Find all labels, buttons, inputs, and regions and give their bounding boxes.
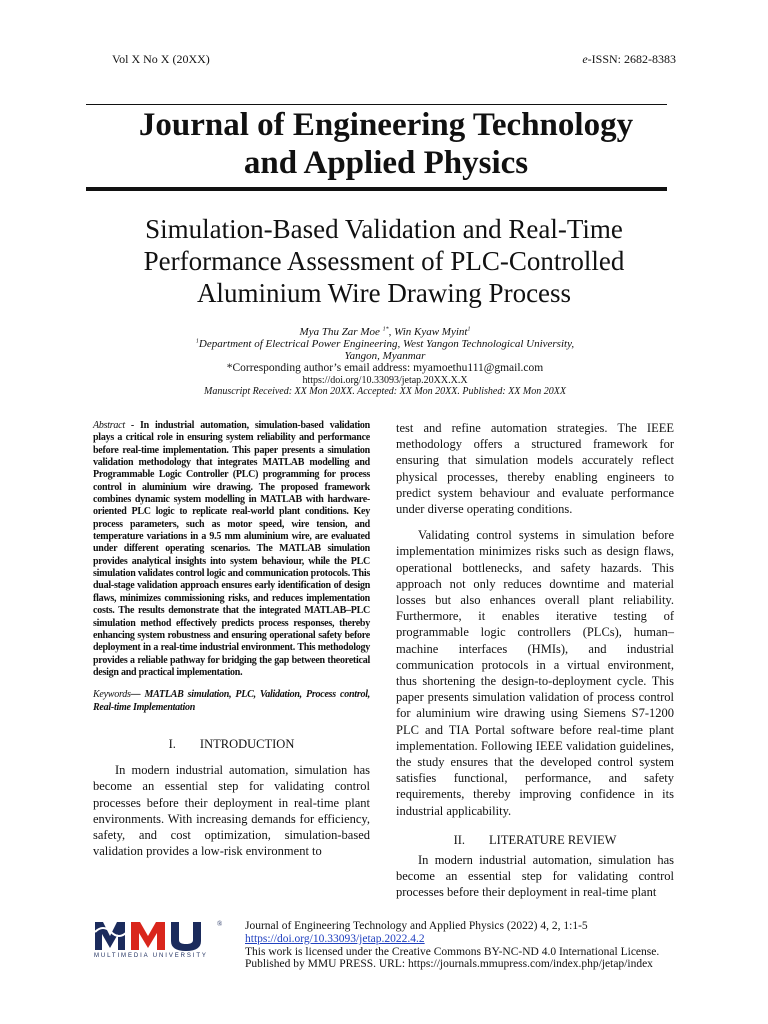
keywords-text: — MATLAB simulation, PLC, Validation, Process control, Real-time Implementation	[93, 689, 370, 713]
section-heading-literature-review	[396, 833, 674, 848]
mmu-logo-mark	[93, 918, 217, 952]
article-doi[interactable]: https://doi.org/10.33093/jetap.20XX.X.X	[302, 375, 468, 386]
intro-paragraph-1: In modern industrial automation, simulation has become an essential step for validating control processes before their deployment in real-time plant environments. With increasing demands for efficiency, safety, and cost optimization, simulation-based validation provides a low-risk environment to	[93, 763, 370, 859]
section-number: I.	[168, 737, 176, 752]
logo-u	[171, 922, 201, 951]
author-1-sup: 1*	[382, 326, 389, 333]
abstract-label: Abstract	[93, 420, 125, 431]
section-title: INTRODUCTION	[199, 737, 295, 752]
author-1: Mya Thu Zar Moe	[299, 326, 383, 338]
abstract-text: - In industrial automation, simulation-based validation plays a critical role in ensuring system reliability and performance before real-time implementation. This paper presents a simulation validation methodology that integrates MATLAB modelling and Programmable Logic Controller (PLC) programming for process control in aluminium wire drawing. The proposed framework combines dynamic system modelling in MATLAB with hardware-oriented PLC logic to replicate real-world plant conditions. Key process parameters, such as motor speed, wire tension, and temperature variations in a 9.5 mm aluminium wire, are evaluated under different operating scenarios. The MATLAB simulation provides analytical insights into system behaviour, while the PLC simulation validates control logic and communication protocols. This dual-stage validation approach ensures early identification of design flaws, minimizes commissioning risks, and reduces implementation costs. The results demonstrate that the integrated MATLAB–PLC simulation method effectively predicts process responses, thereby enhancing system robustness and ensuring operational safety before deployment in a real-time industrial environment. This methodology provides a reliable pathway for bridging the gap between theoretical design and practical implementation.	[93, 420, 370, 678]
section-number: II.	[453, 832, 466, 847]
paper-title-line1: Simulation-Based Validation and Real-Time	[145, 214, 623, 244]
issn-number: -ISSN: 2682-8383	[587, 52, 676, 66]
footer-text	[245, 920, 659, 971]
footer-license: This work is licensed under the Creative Commons BY-NC-ND 4.0 International License.	[245, 945, 660, 958]
affiliation-line2: Yangon, Myanmar	[344, 350, 426, 362]
author-names	[180, 326, 590, 338]
section-heading-introduction	[93, 737, 370, 752]
left-column	[93, 420, 370, 859]
corresponding-author: *Corresponding author’s email address: myamoethu111@gmail.com	[226, 362, 544, 374]
paper-title-line2: Performance Assessment of PLC-Controlled	[143, 246, 625, 276]
running-header	[112, 52, 676, 66]
author-block	[180, 326, 590, 397]
issn-label	[582, 52, 676, 67]
issn-prefix: e	[582, 52, 588, 66]
logo-m2	[131, 922, 165, 950]
paper-title-line3: Aluminium Wire Drawing Process	[196, 278, 572, 308]
mmu-logo	[93, 918, 221, 962]
affiliation-sup: 1	[195, 338, 199, 345]
header-rule-thick	[86, 187, 667, 191]
section-title: LITERATURE REVIEW	[489, 832, 617, 847]
right-column	[396, 420, 674, 900]
journal-title	[86, 106, 686, 182]
logo-subtitle: MULTIMEDIA UNIVERSITY	[94, 953, 208, 959]
author-2-sup: 1	[467, 326, 471, 333]
affiliation-line1: Department of Electrical Power Engineering, West Yangon Technological University,	[198, 338, 575, 350]
footer-citation: Journal of Engineering Technology and Applied Physics (2022) 4, 2, 1:1-5	[245, 920, 588, 932]
literature-paragraph-1: In modern industrial automation, simulation has become an essential step for validating control processes before their deployment in real-time plant	[396, 852, 674, 900]
keywords	[93, 689, 370, 714]
paper-title	[86, 213, 682, 309]
journal-title-line2: and Applied Physics	[243, 145, 529, 181]
affiliation	[180, 338, 590, 362]
keywords-label: Keywords	[93, 689, 131, 701]
footer-publisher: Published by MMU PRESS. URL: https://journals.mmupress.com/index.php/jetap/index	[245, 958, 653, 971]
header-rule-thin	[86, 104, 667, 105]
journal-title-line1: Journal of Engineering Technology	[138, 107, 634, 143]
abstract	[93, 420, 370, 679]
intro-paragraph-1-continued: test and refine automation strategies. The IEEE methodology offers a structured framework for ensuring that simulation models accurately reflect physical processes, thereby enabling engineers to predict system behaviour and evaluate performance under diverse operating conditions.	[396, 421, 674, 517]
footer-doi-link[interactable]: https://doi.org/10.33093/jetap.2022.4.2	[245, 932, 425, 945]
volume-label: Vol X No X (20XX)	[112, 52, 210, 66]
logo-registered-mark: ®	[217, 920, 223, 928]
page-footer	[93, 918, 693, 971]
intro-paragraph-2: Validating control systems in simulation before implementation minimizes risks such as design flaws, operational bottlenecks, and safety hazards. This approach not only reduces downtime and material losses but also enhances overall plant reliability. Furthermore, it enables iterative testing of programmable logic controllers (PLCs), human–machine interfaces (HMIs), and industrial communication protocols in a virtual environment, thus shortening the design-to-deployment cycle. This paper presents simulation validation of process control for aluminium wire drawing using Siemens S7-1200 PLC and TIA Portal software before real-time plant implementation. Following IEEE validation guidelines, the study ensures that the developed control system satisfies functional, performance, and safety requirements, thereby improving confidence in its industrial applicability.	[396, 528, 674, 818]
author-2: , Win Kyaw Myint	[388, 326, 468, 338]
manuscript-dates: Manuscript Received: XX Mon 20XX. Accepted: XX Mon 20XX. Published: XX Mon 20XX	[204, 386, 566, 397]
